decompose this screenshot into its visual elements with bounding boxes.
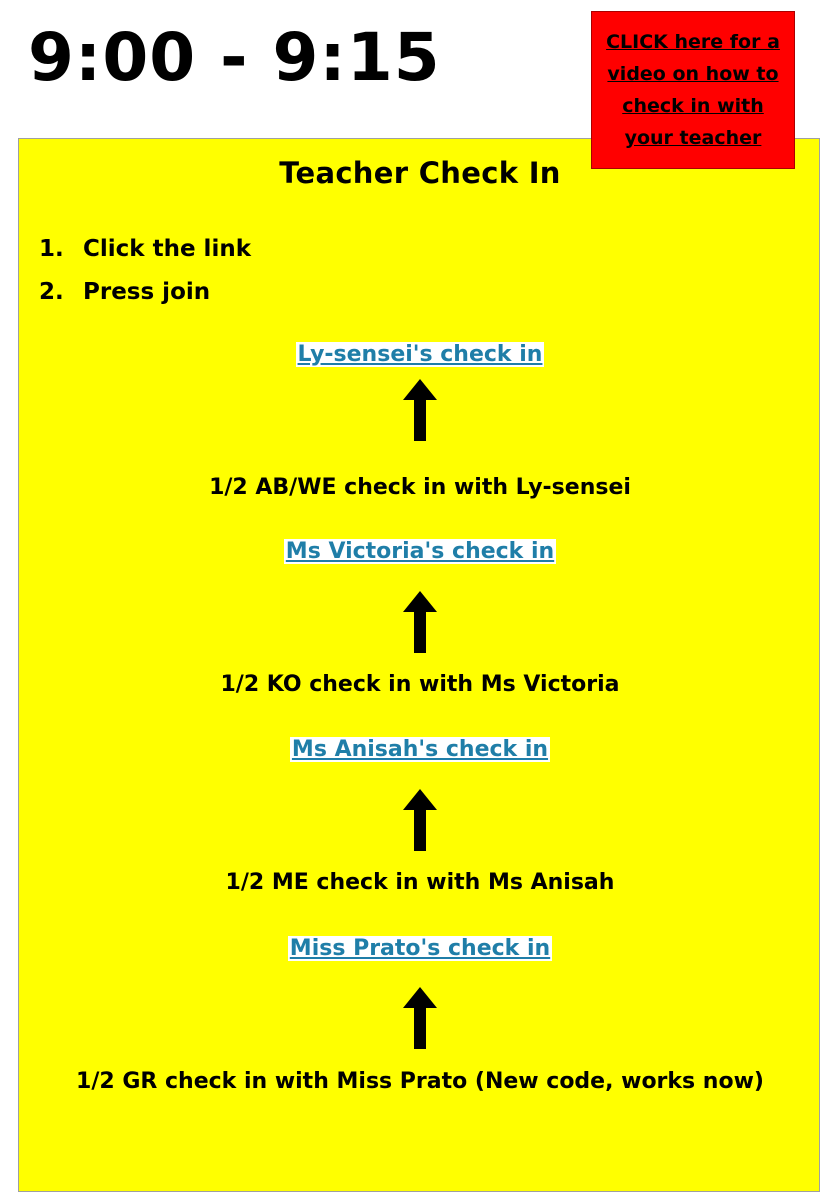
video-link-line-1[interactable]: CLICK here for a bbox=[606, 31, 780, 53]
teacher-check-in-panel bbox=[18, 138, 820, 1192]
class-check-in-text: 1/2 AB/WE check in with Ly-sensei bbox=[209, 475, 631, 500]
check-in-link-container bbox=[19, 340, 821, 370]
step-text: Click the link bbox=[83, 235, 251, 262]
class-check-in-text: 1/2 KO check in with Ms Victoria bbox=[220, 672, 620, 697]
up-arrow-icon bbox=[403, 987, 437, 1049]
how-to-video-button[interactable] bbox=[591, 11, 795, 169]
how-to-video-link[interactable] bbox=[606, 26, 780, 154]
instruction-step bbox=[39, 227, 251, 270]
video-link-line-3[interactable]: check in with bbox=[622, 95, 764, 117]
step-number: 2. bbox=[39, 278, 64, 305]
up-arrow-icon bbox=[403, 789, 437, 851]
ms-anisah-check-in-link[interactable]: Ms Anisah's check in bbox=[291, 737, 549, 762]
ly-sensei-check-in-link[interactable]: Ly-sensei's check in bbox=[297, 342, 543, 367]
step-number: 1. bbox=[39, 235, 64, 262]
panel-title: Teacher Check In bbox=[279, 156, 561, 190]
video-link-line-4[interactable]: your teacher bbox=[624, 127, 762, 149]
time-range-title: 9:00 - 9:15 bbox=[28, 19, 441, 96]
instruction-steps bbox=[39, 227, 251, 313]
step-text: Press join bbox=[83, 278, 211, 305]
check-in-link-container bbox=[19, 735, 821, 765]
class-check-in-text: 1/2 ME check in with Ms Anisah bbox=[225, 870, 615, 895]
check-in-link-container bbox=[19, 934, 821, 964]
up-arrow-icon bbox=[403, 379, 437, 441]
ms-victoria-check-in-link[interactable]: Ms Victoria's check in bbox=[285, 539, 555, 564]
video-link-line-2[interactable]: video on how to bbox=[607, 63, 779, 85]
check-in-link-container bbox=[19, 537, 821, 567]
miss-prato-check-in-link[interactable]: Miss Prato's check in bbox=[289, 936, 551, 961]
instruction-step bbox=[39, 270, 251, 313]
class-check-in-text: 1/2 GR check in with Miss Prato (New code, works now) bbox=[76, 1069, 764, 1094]
up-arrow-icon bbox=[403, 591, 437, 653]
